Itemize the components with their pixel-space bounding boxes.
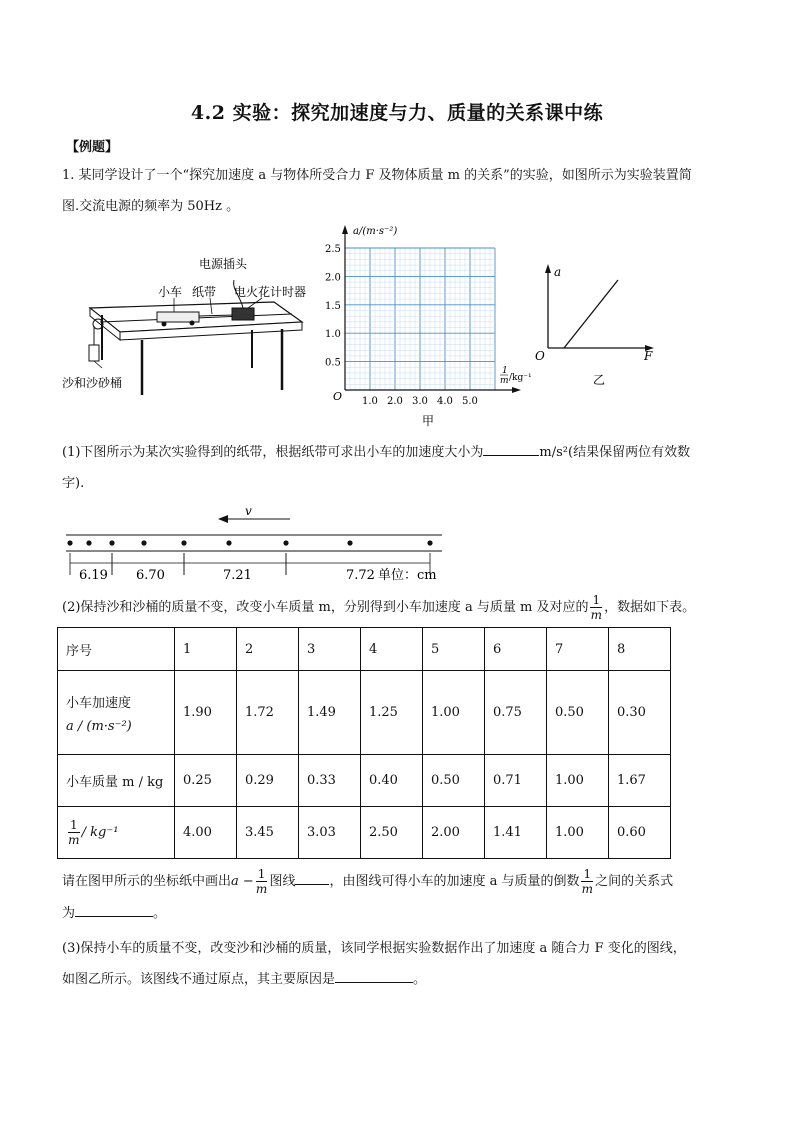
tape-dot bbox=[283, 540, 288, 545]
answer-blank-2[interactable] bbox=[295, 870, 329, 885]
cell-mass: 1.67 bbox=[609, 755, 671, 807]
graph-yi bbox=[530, 260, 670, 390]
cell-accel: 0.30 bbox=[609, 671, 671, 755]
cell-accel: 1.49 bbox=[299, 671, 361, 755]
part1-text-b: (结果保留两位有效数 bbox=[568, 445, 691, 460]
inverse-mass-fraction: $\frac{1}{m}$ bbox=[590, 593, 602, 622]
x-tick-label: 2.0 bbox=[387, 396, 403, 407]
y-tick-label: 0.5 bbox=[325, 357, 341, 369]
y-label: a bbox=[554, 265, 562, 279]
cell-accel: 1.00 bbox=[423, 671, 485, 755]
cell-inv-mass: 3.45 bbox=[237, 807, 299, 859]
a-f-line bbox=[564, 280, 618, 348]
table-row-mass bbox=[58, 755, 671, 807]
tape-dot bbox=[347, 540, 352, 545]
table-row-accel bbox=[58, 671, 671, 755]
graph-jia bbox=[325, 220, 532, 430]
x-label: F bbox=[644, 349, 653, 363]
cell-mass: 0.33 bbox=[299, 755, 361, 807]
cell-index: 4 bbox=[361, 628, 423, 671]
data-table bbox=[57, 627, 671, 859]
cell-inv-mass: 0.60 bbox=[609, 807, 671, 859]
tape-dot bbox=[86, 540, 91, 545]
cell-index: 3 bbox=[299, 628, 361, 671]
cell-inv-mass: 1.41 bbox=[485, 807, 547, 859]
answer-blank-1[interactable] bbox=[483, 441, 539, 456]
tape-dot bbox=[141, 540, 146, 545]
x-tick-label: 5.0 bbox=[462, 396, 478, 407]
cell-row-label: $\frac{1}{m}$ / kg⁻¹ bbox=[58, 807, 175, 859]
cell-accel: 1.25 bbox=[361, 671, 423, 755]
grid-paper bbox=[345, 248, 495, 390]
answer-blank-4[interactable] bbox=[335, 968, 413, 983]
cell-mass: 0.25 bbox=[175, 755, 237, 807]
cell-mass: 0.71 bbox=[485, 755, 547, 807]
label-plug: 电源插头 bbox=[199, 257, 248, 271]
tape-dot bbox=[427, 540, 432, 545]
x-label-den: m bbox=[500, 376, 509, 386]
part2-followup: 请在图甲所示的坐标纸中画出a − $\frac{1}{m}$ 图线 ，由图线可得小车的加速度 a 与质量的倒数 $\frac{1}{m}$ 之间的关系式 为 。 bbox=[62, 867, 674, 921]
cell-mass: 0.29 bbox=[237, 755, 299, 807]
part1-unit: m/s² bbox=[539, 445, 569, 460]
caption-jia: 甲 bbox=[422, 414, 435, 428]
cart bbox=[157, 312, 199, 322]
segment-length: 6.19 bbox=[79, 568, 108, 583]
cell-index: 6 bbox=[485, 628, 547, 671]
sand-bucket bbox=[89, 345, 99, 361]
cell-index: 1 bbox=[175, 628, 237, 671]
cell-accel: 0.50 bbox=[547, 671, 609, 755]
answer-blank-3[interactable] bbox=[75, 902, 153, 917]
y-tick-label: 1.0 bbox=[325, 329, 341, 341]
apparatus-figure bbox=[62, 250, 312, 400]
caption-yi: 乙 bbox=[593, 373, 606, 387]
part2-text-b: ，数据如下表。 bbox=[604, 600, 696, 615]
origin-label: O bbox=[333, 390, 343, 403]
cell-inv-mass: 3.03 bbox=[299, 807, 361, 859]
tape-dot bbox=[109, 540, 114, 545]
x-label-unit: /kg⁻¹ bbox=[509, 373, 532, 383]
segment-length: 7.21 bbox=[223, 568, 252, 583]
tape-dot bbox=[67, 540, 72, 545]
cell-header: 序号 bbox=[58, 628, 175, 671]
y-tick-label: 2.5 bbox=[325, 244, 341, 255]
table-row-inverse-mass bbox=[58, 807, 671, 859]
part1 bbox=[62, 437, 734, 499]
part2-text-a: (2)保持沙和沙桶的质量不变，改变小车质量 m，分别得到小车加速度 a 与质量 m 及对应的 bbox=[62, 600, 589, 615]
x-tick-label: 4.0 bbox=[437, 396, 453, 407]
cell-inv-mass: 2.00 bbox=[423, 807, 485, 859]
origin-label: O bbox=[535, 349, 545, 363]
part3: (3)保持小车的质量不变，改变沙和沙桶的质量，该同学根据实验数据作出了加速度 a 随合力 F 变化的图线， 如图乙所示。该图线不通过原点，其主要原因是 。 bbox=[62, 933, 734, 995]
cell-mass: 1.00 bbox=[547, 755, 609, 807]
cell-inv-mass: 2.50 bbox=[361, 807, 423, 859]
x-tick-label: 1.0 bbox=[362, 396, 378, 407]
cell-row-label: 小车加速度 a / (m·s⁻²) bbox=[58, 671, 175, 755]
cell-mass: 0.40 bbox=[361, 755, 423, 807]
spark-timer bbox=[232, 308, 254, 320]
x-label-num: 1 bbox=[502, 366, 508, 376]
segment-length: 6.70 bbox=[136, 568, 165, 583]
tape-dot bbox=[181, 540, 186, 545]
paper-tape bbox=[62, 503, 462, 585]
label-cart: 小车 bbox=[158, 285, 183, 299]
part3-line1: (3)保持小车的质量不变，改变沙和沙桶的质量，该同学根据实验数据作出了加速度 a 随合力 F 变化的图线， bbox=[62, 941, 686, 956]
cell-index: 2 bbox=[237, 628, 299, 671]
cell-mass: 0.50 bbox=[423, 755, 485, 807]
cell-index: 5 bbox=[423, 628, 485, 671]
tape-dot bbox=[226, 540, 231, 545]
cell-index: 7 bbox=[547, 628, 609, 671]
cell-inv-mass: 1.00 bbox=[547, 807, 609, 859]
y-tick-label: 2.0 bbox=[325, 272, 341, 284]
y-axis-label: a/(m·s⁻²) bbox=[353, 226, 398, 237]
question-intro bbox=[62, 160, 734, 222]
cell-index: 8 bbox=[609, 628, 671, 671]
cell-accel: 0.75 bbox=[485, 671, 547, 755]
cell-row-label: 小车质量 m / kg bbox=[58, 755, 175, 807]
label-bucket: 沙和沙砂桶 bbox=[62, 376, 123, 390]
segment-length: 7.72 bbox=[346, 568, 375, 583]
label-timer: 电火花计时器 bbox=[234, 285, 307, 299]
cell-inv-mass: 4.00 bbox=[175, 807, 237, 859]
cell-accel: 1.72 bbox=[237, 671, 299, 755]
y-tick-label: 1.5 bbox=[325, 300, 341, 312]
velocity-label: v bbox=[245, 504, 252, 518]
tape-unit: 单位：cm bbox=[378, 568, 437, 583]
label-tape: 纸带 bbox=[192, 285, 217, 299]
cell-accel: 1.90 bbox=[175, 671, 237, 755]
part1-text-a: (1)下图所示为某次实验得到的纸带，根据纸带可求出小车的加速度大小为 bbox=[62, 445, 484, 460]
part1-text-c: 字). bbox=[62, 476, 85, 491]
section-label: 【例题】 bbox=[66, 140, 119, 155]
table-row-index bbox=[58, 628, 671, 671]
question-intro-line1: 1. 某同学设计了一个“探究加速度 a 与物体所受合力 F 及物体质量 m 的关系”的实验，如图所示为实验装置简 bbox=[62, 168, 692, 183]
x-tick-label: 3.0 bbox=[412, 396, 428, 407]
part2 bbox=[62, 592, 734, 623]
question-intro-line2: 图.交流电源的频率为 50Hz 。 bbox=[62, 199, 240, 214]
page-title: 4.2 实验：探究加速度与力、质量的关系课中练 bbox=[190, 102, 604, 124]
